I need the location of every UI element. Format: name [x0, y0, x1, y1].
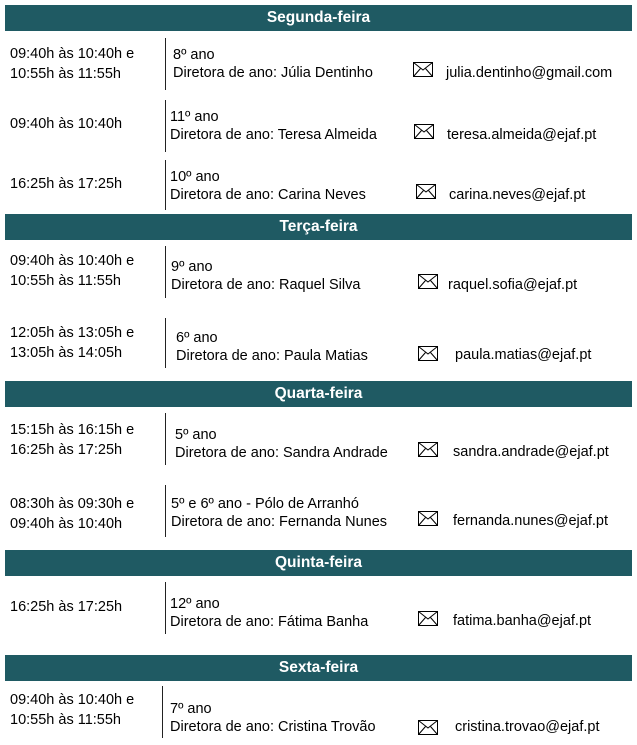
divider [165, 100, 166, 152]
divider [165, 246, 166, 298]
grade-label: 5º e 6º ano - Pólo de Arranhó [171, 496, 359, 512]
grade-label: 7º ano [170, 701, 212, 717]
day-header-quarta: Quarta-feira [5, 381, 632, 407]
divider [165, 582, 166, 634]
email-link[interactable]: fatima.banha@ejaf.pt [453, 613, 592, 629]
director-label: Diretora de ano: Sandra Andrade [175, 445, 388, 461]
email-link[interactable]: fernanda.nunes@ejaf.pt [453, 513, 608, 529]
divider [165, 485, 166, 537]
email-link[interactable]: sandra.andrade@ejaf.pt [453, 444, 609, 460]
director-label: Diretora de ano: Carina Neves [170, 187, 366, 203]
day-header-sexta: Sexta-feira [5, 655, 632, 681]
class-info [170, 595, 368, 631]
class-info [170, 168, 366, 204]
time-slot: 09:40h às 10:40h e 10:55h às 11:55h [10, 46, 135, 82]
director-label: Diretora de ano: Júlia Dentinho [173, 65, 373, 81]
director-label: Diretora de ano: Teresa Almeida [170, 127, 377, 143]
mail-icon [418, 611, 438, 626]
director-label: Diretora de ano: Paula Matias [176, 348, 368, 364]
class-info [175, 426, 388, 462]
grade-label: 5º ano [175, 427, 217, 443]
mail-icon [418, 511, 438, 526]
time-slot: 08:30h às 09:30h e 09:40h às 10:40h [10, 496, 135, 532]
email-link[interactable]: julia.dentinho@gmail.com [446, 65, 613, 81]
email-link[interactable]: carina.neves@ejaf.pt [449, 187, 586, 203]
divider [165, 413, 166, 465]
time-slot: 09:40h às 10:40h e 10:55h às 11:55h [10, 692, 135, 728]
grade-label: 10º ano [170, 169, 220, 185]
mail-icon [418, 442, 438, 457]
divider [165, 38, 166, 90]
mail-icon [413, 62, 433, 77]
grade-label: 12º ano [170, 596, 220, 612]
time-slot: 16:25h às 17:25h [10, 176, 123, 192]
time-slot: 09:40h às 10:40h e 10:55h às 11:55h [10, 253, 135, 289]
director-label: Diretora de ano: Raquel Silva [171, 277, 361, 293]
divider [165, 160, 166, 210]
class-info [171, 495, 387, 531]
day-header-segunda: Segunda-feira [5, 5, 632, 31]
class-info [176, 329, 368, 365]
email-link[interactable]: teresa.almeida@ejaf.pt [447, 127, 597, 143]
grade-label: 8º ano [173, 47, 215, 63]
mail-icon [416, 184, 436, 199]
day-header-quinta: Quinta-feira [5, 550, 632, 576]
time-slot: 16:25h às 17:25h [10, 599, 123, 615]
class-info [173, 46, 373, 82]
class-info [171, 258, 360, 294]
mail-icon [418, 274, 438, 289]
email-link[interactable]: cristina.trovao@ejaf.pt [455, 719, 600, 735]
time-slot: 15:15h às 16:15h e 16:25h às 17:25h [10, 422, 135, 458]
mail-icon [418, 346, 438, 361]
grade-label: 11º ano [170, 109, 219, 125]
class-info [170, 700, 376, 736]
mail-icon [418, 720, 438, 735]
director-label: Diretora de ano: Fátima Banha [170, 614, 369, 630]
mail-icon [414, 124, 434, 139]
grade-label: 6º ano [176, 330, 218, 346]
grade-label: 9º ano [171, 259, 213, 275]
day-header-terca: Terça-feira [5, 214, 632, 240]
director-label: Diretora de ano: Fernanda Nunes [171, 514, 388, 530]
time-slot: 09:40h às 10:40h [10, 116, 123, 132]
email-link[interactable]: raquel.sofia@ejaf.pt [448, 277, 578, 293]
divider [165, 318, 166, 368]
director-label: Diretora de ano: Cristina Trovão [170, 719, 376, 735]
divider [162, 686, 163, 738]
class-info [170, 108, 377, 144]
email-link[interactable]: paula.matias@ejaf.pt [455, 347, 592, 363]
time-slot: 12:05h às 13:05h e 13:05h às 14:05h [10, 325, 135, 361]
